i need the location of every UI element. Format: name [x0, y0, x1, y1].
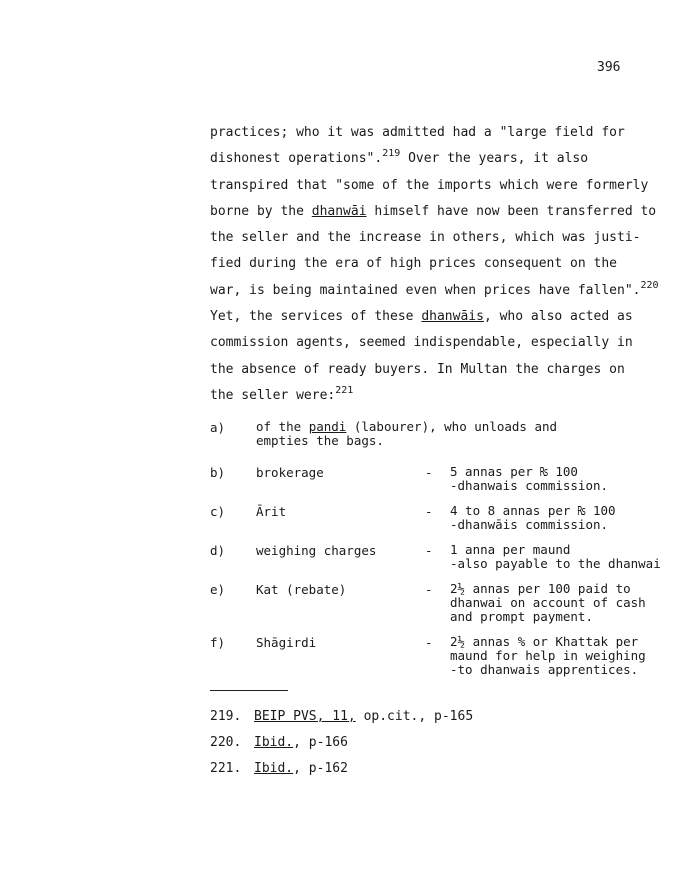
charge-dash: -	[425, 582, 433, 597]
footnotes	[210, 704, 473, 782]
footnote-divider	[210, 690, 288, 691]
text-segment: Ārit	[256, 504, 287, 519]
underlined-term: pandi	[308, 419, 347, 434]
charge-name	[256, 420, 596, 448]
charge-dash: -	[425, 635, 433, 650]
charge-name	[256, 543, 376, 558]
underlined-term: dhanwāi	[311, 203, 367, 219]
charge-description: 4 to 8 annas per ₨ 100 -dhanwāis commission.	[450, 503, 616, 532]
text-line	[210, 251, 680, 277]
body-paragraph	[210, 120, 680, 409]
underlined-term: dhanwāis	[421, 309, 484, 325]
footnote-reference: 219	[382, 148, 401, 160]
charge-letter: d)	[210, 543, 226, 558]
text-segment: fied during the era of high prices consequent on the	[210, 256, 617, 272]
text-segment: brokerage	[256, 465, 324, 480]
text-segment: the seller and the increase in others, which was justi-	[210, 230, 641, 246]
text-segment: Shāgirdi	[256, 635, 317, 650]
charge-dash: -	[425, 465, 433, 480]
charge-name	[256, 504, 286, 519]
charge-description: 2½ annas per 100 paid to dhanwai on account of cash and prompt payment.	[450, 581, 646, 624]
text-line	[210, 383, 680, 409]
text-line	[210, 225, 680, 251]
footnote	[210, 704, 473, 730]
charge-letter: e)	[210, 582, 226, 597]
footnote	[210, 730, 473, 756]
text-line	[210, 278, 680, 304]
charge-letter: c)	[210, 504, 226, 519]
text-segment: commission agents, seemed indispendable, especially in	[210, 335, 633, 351]
text-line	[210, 173, 680, 199]
text-segment: transpired that "some of the imports which were formerly	[210, 177, 649, 193]
underlined-term: Ibid.	[254, 761, 294, 776]
footnote	[210, 756, 473, 782]
text-segment: practices; who it was admitted had a "large field for	[210, 125, 625, 140]
underlined-term: Ibid.	[254, 735, 294, 750]
footnote-number: 220.	[210, 735, 242, 750]
text-segment: Kat (rebate)	[256, 582, 347, 597]
charge-item	[210, 543, 690, 571]
charge-letter: f)	[210, 635, 226, 650]
text-line	[210, 304, 680, 330]
text-segment: op.cit., p-165	[355, 709, 474, 724]
charge-dash: -	[425, 543, 433, 558]
charge-item	[210, 504, 690, 532]
text-segment: the seller were:	[210, 387, 336, 403]
underlined-term: BEIP PVS, 11,	[254, 709, 356, 724]
text-segment: of the	[256, 419, 309, 434]
text-segment: dishonest operations".	[210, 151, 383, 167]
charge-description: 1 anna per maund -also payable to the dhanwai	[450, 542, 661, 571]
charge-description: 2½ annas % or Khattak per maund for help in weighing -to dhanwais apprentices.	[450, 634, 646, 677]
charge-item	[210, 465, 690, 493]
footnote-reference: 221	[335, 384, 354, 396]
charge-description: 5 annas per ₨ 100 -dhanwais commission.	[450, 464, 609, 493]
text-line	[210, 120, 680, 146]
text-line	[210, 330, 680, 356]
text-segment: borne by the	[210, 203, 312, 219]
text-line	[210, 199, 680, 225]
text-line	[210, 357, 680, 383]
text-segment: war, is being maintained even when prices have fallen".	[210, 282, 641, 298]
charge-name	[256, 582, 346, 597]
text-segment: , p-166	[293, 735, 348, 750]
charge-item	[210, 582, 690, 624]
text-segment: , who also acted as	[483, 309, 633, 325]
footnote-number: 221.	[210, 761, 242, 776]
page-number: 396	[597, 60, 621, 75]
charge-letter: b)	[210, 465, 226, 480]
text-segment: weighing charges	[256, 543, 377, 558]
charge-name	[256, 465, 324, 480]
charge-name	[256, 635, 316, 650]
footnote-number: 219.	[210, 709, 242, 724]
text-segment: Yet, the services of these	[210, 309, 422, 325]
text-segment: Over the years, it also	[400, 151, 589, 167]
text-segment: , p-162	[293, 761, 348, 776]
charges-list	[210, 420, 690, 688]
text-segment: (labourer), who unloads and empties the bags.	[256, 419, 558, 448]
charge-letter: a)	[210, 420, 226, 435]
charge-dash: -	[425, 504, 433, 519]
footnote-reference: 220	[640, 279, 659, 291]
charge-item	[210, 420, 690, 454]
text-segment: the absence of ready buyers. In Multan the charges on	[210, 361, 625, 377]
charge-item	[210, 635, 690, 677]
text-line	[210, 146, 680, 172]
text-segment: himself have now been transferred to	[366, 203, 657, 219]
